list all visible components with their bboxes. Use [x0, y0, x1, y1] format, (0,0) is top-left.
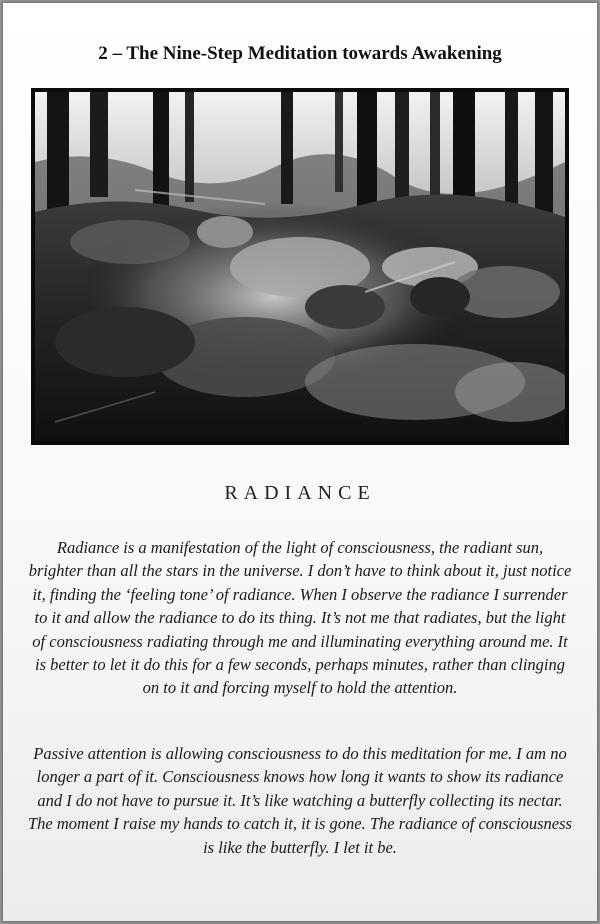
forest-photo [35, 92, 565, 441]
paragraph-1: Radiance is a manifestation of the light of consciousness, the radiant sun, brighter than all the stars in the universe. I don’t have to think about it, just notice it, finding the ‘feeling tone’ of radiance. When I observe the radiance I surrender to it and allow the radiance to do its thing. It’s not me that radiates, but the light of consciousness radiating through me and illuminating everything around me. It is better to let it do this for a few seconds, perhaps minutes, rather than clinging on to it and forcing myself to hold the attention. [28, 538, 572, 698]
forest-photo-frame [31, 88, 569, 445]
card-title: 2 – The Nine-Step Meditation towards Awakening [98, 43, 502, 64]
section-heading: RADIANCE [224, 482, 376, 504]
paragraph-2: Passive attention is allowing consciousness to do this meditation for me. I am no longer a part of it. Consciousness knows how long it wants to show its radiance and I do not have to pursue it. It’s like watching a butterfly collecting its nectar. The moment I raise my hands to catch it, it is gone. The radiance of consciousness is like the butterfly. I let it be. [28, 744, 572, 857]
